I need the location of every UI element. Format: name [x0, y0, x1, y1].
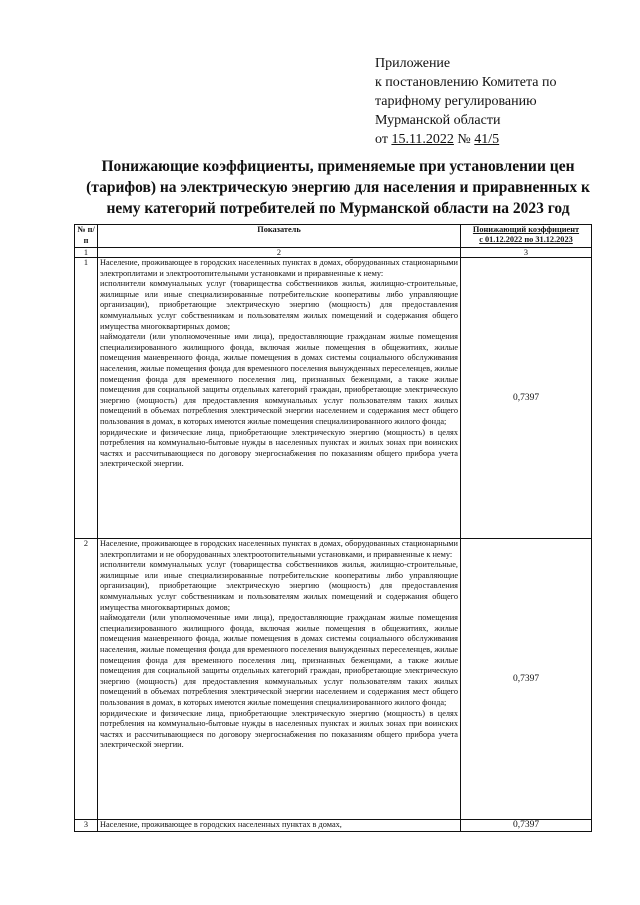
- column-numbering-row: [75, 248, 592, 258]
- appendix-line-1: Приложение: [375, 56, 451, 71]
- table-header-row: [75, 225, 592, 248]
- appendix-line-2: к постановлению Комитета по: [375, 75, 557, 90]
- row-paragraph: юридические и физические лица, приобретающие электрическую энергию (мощность) в целях потребления на коммунально-бытовые нужды в населенных пунктах и жилых зонах при воинских частях и рассчитывающиеся по договору энергоснабжения по показаниям общего прибора учета электрической энергии.: [100, 427, 458, 469]
- header-number: № п/п: [75, 225, 98, 248]
- appendix-line-4: Мурманской области: [375, 113, 501, 128]
- row-description: [98, 820, 461, 832]
- header-coefficient-period: с 01.12.2022 по 31.12.2023: [479, 235, 573, 244]
- row-number: 3: [75, 820, 98, 832]
- column-number-3: 3: [461, 248, 592, 258]
- row-coefficient: 0,7397: [461, 820, 592, 832]
- table-row: [75, 258, 592, 539]
- row-number: 2: [75, 539, 98, 820]
- resolution-date: 15.11.2022: [391, 132, 454, 147]
- row-paragraph: Население, проживающее в городских населенных пунктах в домах, оборудованных стационарными электроплитами и электроотопительными установками и приравненные к нему:: [100, 258, 458, 278]
- row-paragraph: Население, проживающее в городских населенных пунктах в домах,: [100, 820, 342, 829]
- date-prefix: от: [375, 132, 388, 147]
- table-row: [75, 820, 592, 832]
- row-number: 1: [75, 258, 98, 539]
- row-description: [98, 539, 461, 820]
- row-paragraph: исполнители коммунальных услуг (товарищества собственников жилья, жилищно-строительные, жилищные или иные специализированные потребительские кооперативы либо управляющие организации), приобретающие электрическую энергию (мощность) для предоставления коммунальных услуг собственникам и пользователям жилых помещений и содержания общего имущества многоквартирных домов;: [100, 560, 458, 612]
- appendix-line-3: тарифному регулированию: [375, 94, 537, 109]
- row-paragraph: наймодатели (или уполномоченные ими лица), предоставляющие гражданам жилые помещения специализированного жилищного фонда, включая жилые помещения в общежитиях, жилые помещения маневренного фонда, жилые помещения в домах системы социального обслуживания населения, жилые помещения фонда для временного поселения вынужденных переселенцев, жилые помещения фонда для временного поселения лиц, признанных беженцами, а также жилые помещения для социальной защиты отдельных категорий граждан, приобретающие электрическую энергию (мощность) для предоставления коммунальных услуг пользователям таких жилых помещений в объемах потребления электрической энергии населением и содержания мест общего пользования в домах, в которых имеются жилые помещения специализированного жилого фонда;: [100, 332, 458, 426]
- appendix-block: [375, 54, 625, 149]
- row-coefficient: 0,7397: [461, 258, 592, 539]
- resolution-number: 41/5: [474, 132, 500, 147]
- coefficients-table: [74, 224, 592, 832]
- row-paragraph: Население, проживающее в городских населенных пунктах в домах, оборудованных стационарными электроплитами и не оборудованных электроотопительными установками, и приравненные к нему:: [100, 539, 458, 559]
- table-row: [75, 539, 592, 820]
- row-description: [98, 258, 461, 539]
- row-paragraph: юридические и физические лица, приобретающие электрическую энергию (мощность) в целях потребления на коммунально-бытовые нужды в населенных пунктах и жилых зонах при воинских частях и рассчитывающиеся по договору энергоснабжения по показаниям общего прибора учета электрической энергии.: [100, 708, 458, 750]
- row-paragraph: исполнители коммунальных услуг (товарищества собственников жилья, жилищно-строительные, жилищные или иные специализированные потребительские кооперативы либо управляющие организации), приобретающие электрическую энергию (мощность) для предоставления коммунальных услуг собственникам и пользователям жилых помещений и содержания общего имущества многоквартирных домов;: [100, 279, 458, 331]
- document-title: Понижающие коэффициенты, применяемые при установлении цен (тарифов) на электрическую энергию для населения и приравненных к нему категорий потребителей по Мурманской области на 2023 год: [86, 158, 590, 217]
- number-prefix: №: [457, 132, 471, 147]
- header-coefficient-title: Понижающий коэффициент: [472, 225, 580, 234]
- appendix-date-line: [375, 130, 625, 149]
- column-number-1: 1: [75, 248, 98, 258]
- row-coefficient: 0,7397: [461, 539, 592, 820]
- header-coefficient: [461, 225, 592, 248]
- column-number-2: 2: [98, 248, 461, 258]
- row-paragraph: наймодатели (или уполномоченные ими лица), предоставляющие гражданам жилые помещения специализированного жилищного фонда, включая жилые помещения в общежитиях, жилые помещения маневренного фонда, жилые помещения в домах системы социального обслуживания населения, жилые помещения фонда для временного поселения вынужденных переселенцев, жилые помещения фонда для временного поселения лиц, признанных беженцами, а также жилые помещения для социальной защиты отдельных категорий граждан, приобретающие электрическую энергию (мощность) для предоставления коммунальных услуг пользователям таких жилых помещений в объемах потребления электрической энергии населением и содержания мест общего пользования в домах, в которых имеются жилые помещения специализированного жилого фонда;: [100, 613, 458, 707]
- header-indicator: Показатель: [98, 225, 461, 248]
